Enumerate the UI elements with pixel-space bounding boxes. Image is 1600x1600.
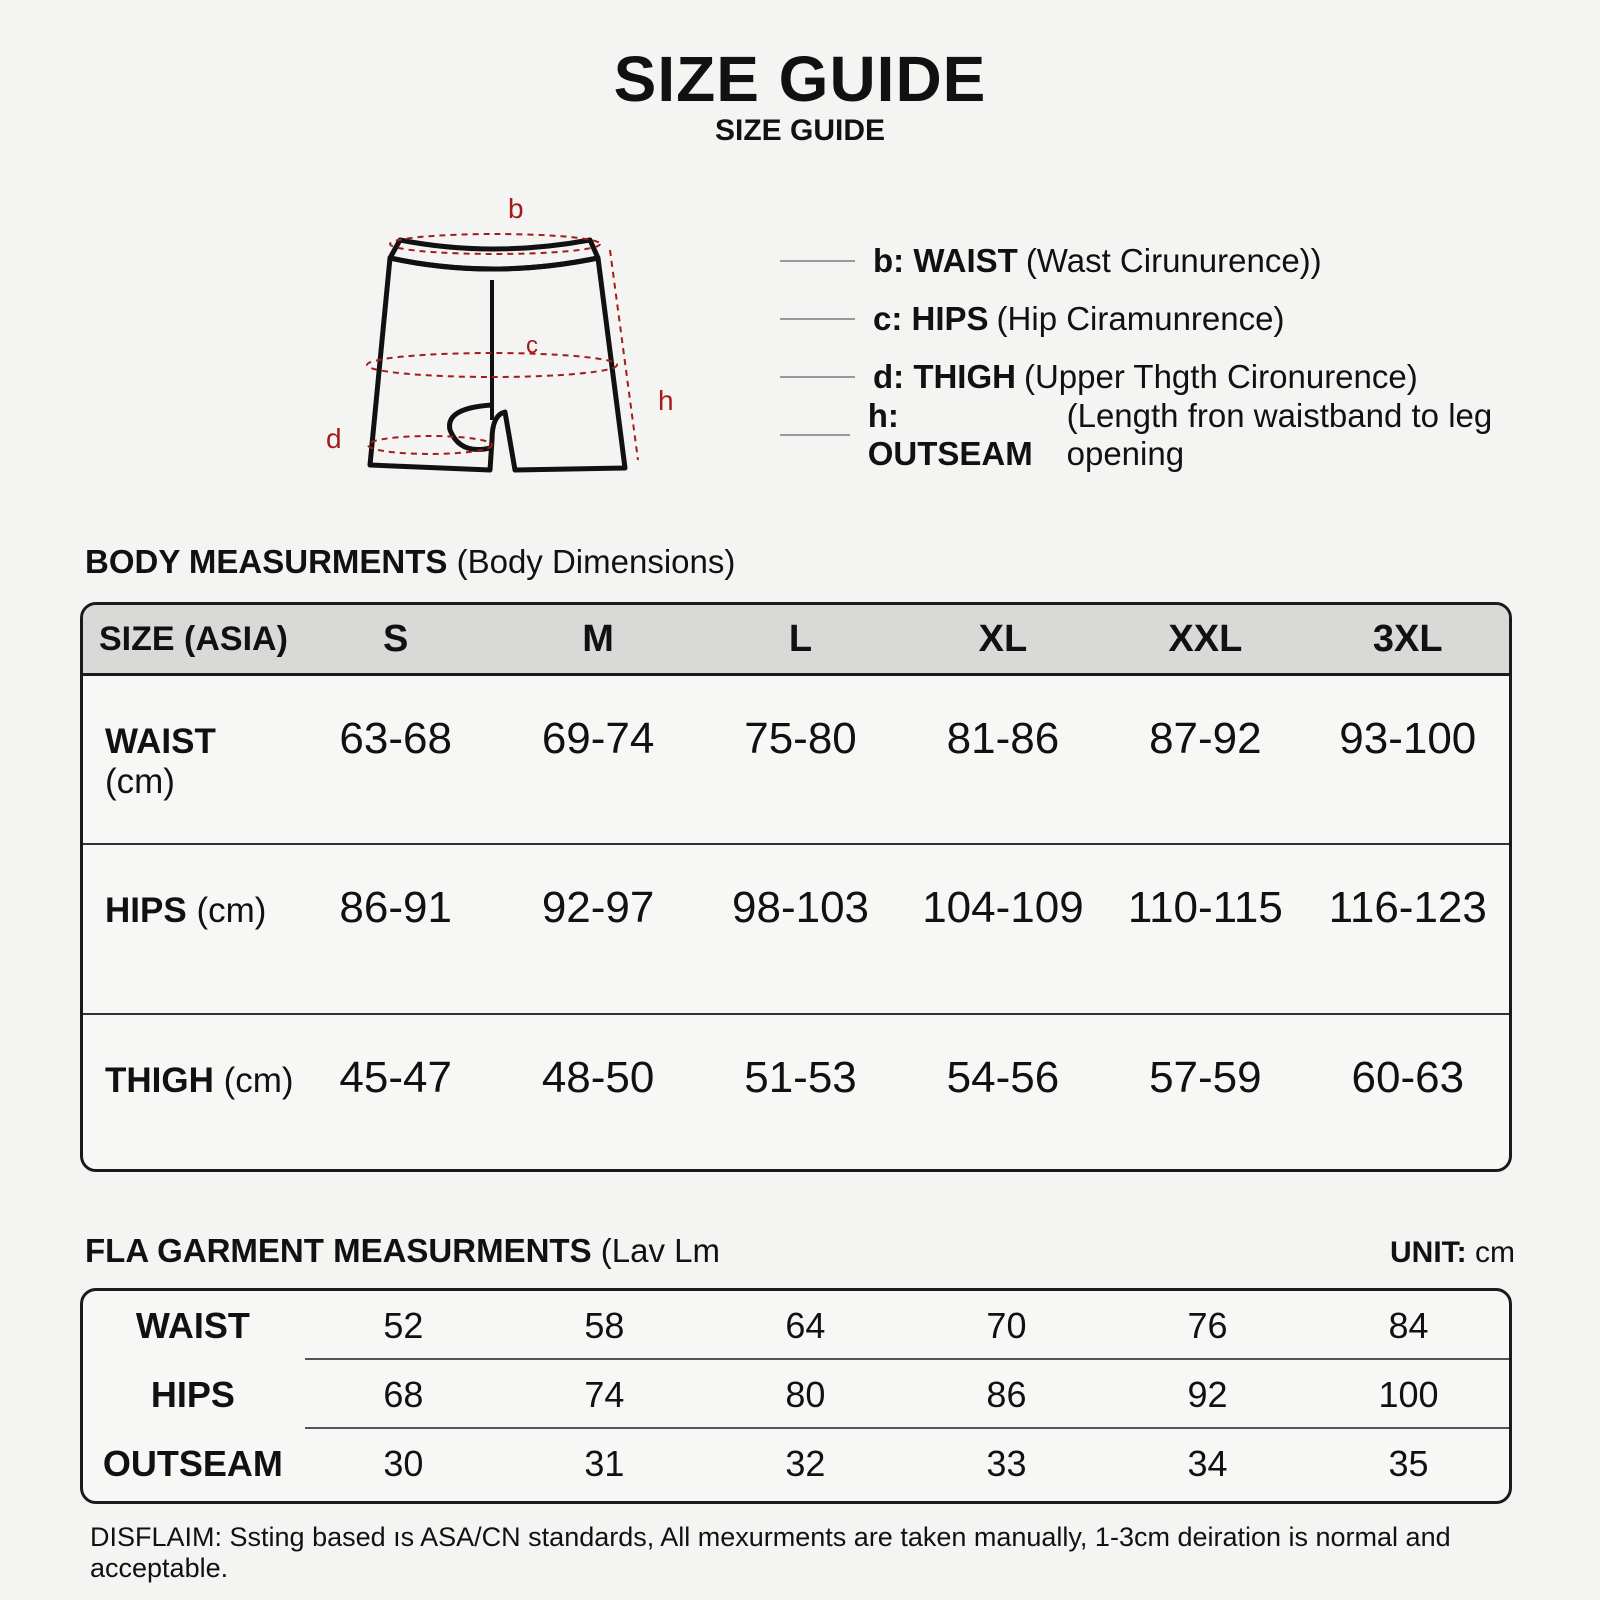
legend-line — [780, 260, 855, 262]
table-cell: 33 — [986, 1442, 1027, 1484]
size-header-label: SIZE (ASIA) — [99, 619, 288, 658]
size-header: L — [788, 617, 813, 660]
table-row-waist — [83, 676, 1509, 845]
table-cell: 64 — [785, 1304, 826, 1346]
measurement-legend — [780, 232, 1580, 472]
table-cell: 76 — [1187, 1304, 1228, 1346]
table-cell: 75-80 — [744, 714, 857, 763]
row-label-unit: (cm) — [196, 891, 267, 930]
table-cell: 86 — [986, 1373, 1027, 1415]
row-label: HIPS — [150, 1373, 235, 1415]
garment-row-waist — [83, 1291, 1509, 1360]
table-cell: 32 — [785, 1442, 826, 1484]
table-row-thigh — [83, 1015, 1509, 1172]
body-section-heading: BODY MEASURMENTS — [85, 543, 448, 580]
table-cell: 80 — [785, 1373, 826, 1415]
legend-key: h: OUTSEAM — [867, 397, 1033, 472]
legend-item-waist — [780, 232, 1580, 290]
row-label-name: HIPS — [105, 891, 187, 930]
body-measurements-table — [80, 602, 1512, 1172]
size-header: 3XL — [1372, 617, 1443, 660]
label-h: h — [658, 385, 674, 416]
table-cell: 60-63 — [1351, 1053, 1465, 1102]
row-label: OUTSEAM — [102, 1442, 283, 1484]
legend-item-hips — [780, 290, 1580, 348]
row-label — [83, 845, 294, 1013]
garment-row-hips — [83, 1360, 1509, 1429]
table-cell: 48-50 — [541, 1053, 655, 1102]
legend-desc: (Length fron waistband to leg opening — [1066, 397, 1493, 472]
row-label: WAIST — [135, 1304, 250, 1346]
table-cell: 51-53 — [744, 1053, 857, 1102]
size-header: XXL — [1168, 617, 1243, 660]
legend-desc: (Hip Ciramunrence) — [996, 300, 1285, 337]
table-cell: 35 — [1388, 1442, 1429, 1484]
table-cell: 69-74 — [541, 714, 655, 763]
legend-desc: (Wast Cirunurence)) — [1025, 242, 1322, 279]
table-cell: 31 — [584, 1442, 625, 1484]
table-cell: 68 — [383, 1373, 424, 1415]
table-cell: 84 — [1388, 1304, 1429, 1346]
legend-key: b: WAIST — [873, 242, 1018, 279]
table-cell: 116-123 — [1328, 883, 1487, 932]
table-cell: 57-59 — [1149, 1053, 1262, 1102]
row-label-name: WAIST — [105, 722, 216, 761]
unit-label-text: UNIT: — [1390, 1236, 1467, 1269]
table-cell: 58 — [584, 1304, 625, 1346]
label-d: d — [326, 423, 342, 454]
legend-desc: (Upper Thgth Cironurence) — [1023, 358, 1418, 395]
waistband — [390, 240, 598, 269]
label-b: b — [508, 193, 524, 224]
row-label — [83, 1015, 294, 1172]
table-cell: 104-109 — [922, 883, 1084, 932]
table-cell: 110-115 — [1127, 883, 1283, 932]
label-c: c — [526, 332, 538, 359]
table-cell: 34 — [1187, 1442, 1228, 1484]
table-cell: 92 — [1187, 1373, 1228, 1415]
table-cell: 74 — [584, 1373, 625, 1415]
table-cell: 98-103 — [732, 883, 870, 932]
row-label-unit: (cm) — [105, 762, 175, 801]
row-label — [83, 676, 294, 843]
shorts-diagram — [320, 180, 720, 510]
table-cell: 81-86 — [946, 714, 1060, 763]
table-cell: 45-47 — [339, 1053, 452, 1102]
garment-row-outseam — [83, 1429, 1509, 1498]
gusset — [450, 405, 492, 450]
shorts-outline — [370, 258, 625, 470]
legend-line — [780, 434, 850, 436]
table-cell: 86-91 — [339, 883, 452, 932]
table-cell: 70 — [986, 1304, 1027, 1346]
table-cell: 54-56 — [946, 1053, 1060, 1102]
body-section-title — [85, 543, 735, 581]
table-row-hips — [83, 845, 1509, 1015]
page-title: SIZE GUIDE — [613, 43, 987, 115]
legend-line — [780, 318, 855, 320]
size-header: XL — [978, 617, 1028, 660]
table-cell: 87-92 — [1149, 714, 1262, 763]
table-cell: 100 — [1378, 1373, 1439, 1415]
garment-section-subheading: (Lav Lm — [600, 1232, 720, 1269]
legend-key: d: THIGH — [873, 358, 1016, 395]
table-cell: 92-97 — [541, 883, 655, 932]
garment-measurements-table — [80, 1288, 1512, 1504]
unit-label — [1390, 1236, 1515, 1270]
garment-section-heading: FLA GARMENT MEASURMENTS — [85, 1232, 592, 1269]
size-header: M — [582, 617, 614, 660]
page-subtitle: SIZE GUIDE — [714, 114, 886, 147]
table-cell: 30 — [383, 1442, 424, 1484]
legend-item-outseam — [780, 397, 1580, 472]
garment-section-title — [85, 1232, 720, 1270]
row-label-name: THIGH — [105, 1061, 214, 1100]
legend-key: c: HIPS — [873, 300, 989, 337]
disclaimer-text: DISFLAIM: Ssting based ıs ASA/CN standards, All mexurments are taken manually, 1-3cm deiration is normal and acceptable. — [90, 1522, 1451, 1583]
legend-line — [780, 376, 855, 378]
table-header-row — [83, 605, 1509, 676]
size-header: S — [382, 617, 409, 660]
table-cell: 63-68 — [339, 714, 452, 763]
table-cell: 93-100 — [1339, 714, 1477, 763]
row-label-unit: (cm) — [223, 1061, 294, 1100]
table-cell: 52 — [383, 1304, 424, 1346]
body-section-subheading: (Body Dimensions) — [456, 543, 736, 580]
outseam-measure-line — [610, 250, 638, 460]
unit-label-value: cm — [1475, 1236, 1515, 1269]
